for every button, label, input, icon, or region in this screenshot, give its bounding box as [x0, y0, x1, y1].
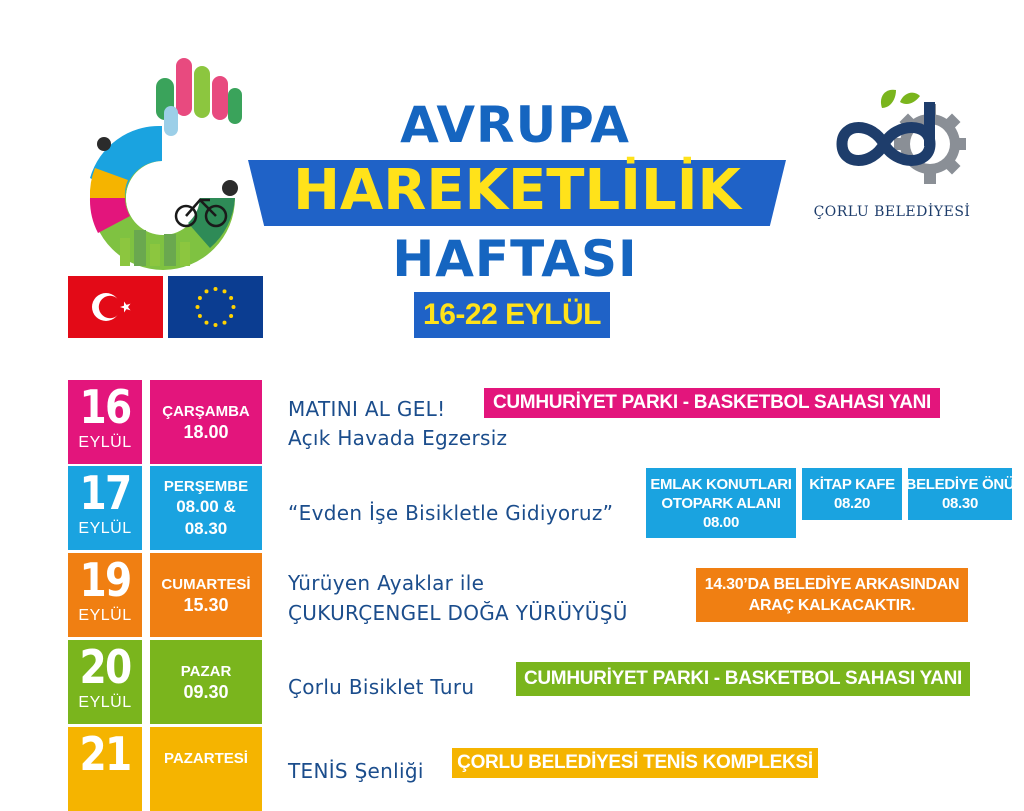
tag-line: BELEDİYE ÖNÜ: [905, 476, 1015, 493]
event-subtitle-16: Açık Havada Egzersiz: [288, 426, 508, 450]
location-tag-17-kitap-kafe: [802, 468, 902, 520]
time-box-20: [150, 640, 262, 724]
day-number: 21: [79, 727, 131, 781]
event-title-16: MATINI AL GEL!: [288, 397, 446, 421]
day-number: 16: [79, 380, 131, 434]
date-badge-label: 16-22 EYLÜL: [423, 298, 601, 331]
event-time: 18.00: [183, 421, 229, 442]
corlu-municipality-logo-icon: [812, 82, 972, 192]
tag-line: KİTAP KAFE: [809, 476, 895, 493]
day-month: EYLÜL: [78, 434, 132, 451]
tag-line: 14.30’DA BELEDİYE ARKASINDAN: [704, 576, 960, 593]
day-month: EYLÜL: [78, 520, 132, 537]
event-time: 08.00 & 08.30: [176, 496, 236, 538]
tag-line: OTOPARK ALANI: [661, 494, 781, 512]
tag-line: 08.20: [833, 495, 871, 512]
day-box-17: [68, 466, 142, 550]
time-box-19: [150, 553, 262, 637]
weekday: ÇARŞAMBA: [162, 402, 250, 420]
event-subtitle-19: ÇUKURÇENGEL DOĞA YÜRÜYÜŞÜ: [288, 601, 628, 625]
day-box-20: [68, 640, 142, 724]
location-tag-16: CUMHURİYET PARKI - BASKETBOL SAHASI YANI: [484, 388, 940, 418]
day-number: 20: [79, 640, 131, 694]
weekday: PAZARTESİ: [164, 750, 248, 767]
weekday: PAZAR: [180, 662, 232, 680]
tag-line: 08.00: [702, 513, 740, 531]
event-title-20: Çorlu Bisiklet Turu: [288, 675, 475, 699]
time-box-16: [150, 380, 262, 464]
location-tag-17-emlak: [646, 468, 796, 538]
day-box-16: [68, 380, 142, 464]
event-time: 15.30: [183, 594, 229, 615]
event-title-21: TENİS Şenliği: [288, 759, 424, 783]
title-line-1: AVRUPA: [400, 96, 630, 154]
weekday: CUMARTESİ: [161, 575, 251, 593]
location-tag-20: CUMHURİYET PARKI - BASKETBOL SAHASI YANI: [516, 662, 970, 696]
time-box-21: [150, 727, 262, 811]
day-number: 17: [79, 466, 131, 520]
tag-line: ARAÇ KALKACAKTIR.: [748, 597, 916, 614]
title-line-3: HAFTASI: [392, 230, 638, 288]
location-tag-17-belediye: [905, 468, 1015, 520]
day-month: EYLÜL: [78, 694, 132, 711]
weekday: PERŞEMBE: [163, 477, 249, 495]
turkey-flag-icon: [68, 276, 163, 338]
day-box-21: [68, 727, 142, 811]
day-box-19: [68, 553, 142, 637]
event-title-17: “Evden İşe Bisikletle Gidiyoruz”: [288, 501, 614, 525]
tag-line: 08.30: [941, 495, 979, 512]
eu-flag-icon: [168, 276, 263, 338]
day-month: EYLÜL: [78, 607, 132, 624]
title-line-2: HAREKETLİLİK: [293, 158, 741, 223]
event-time: 09.30: [183, 681, 229, 702]
european-mobility-week-emblem-icon: [60, 48, 265, 273]
municipality-name: ÇORLU BELEDİYESİ: [813, 204, 971, 220]
location-tag-19: [696, 568, 968, 622]
time-box-17: [150, 466, 262, 550]
tag-line: EMLAK KONUTLARI: [650, 475, 792, 493]
day-number: 19: [79, 553, 131, 607]
location-tag-21: ÇORLU BELEDİYESİ TENİS KOMPLEKSİ: [452, 748, 818, 778]
event-title-19: Yürüyen Ayaklar ile: [288, 571, 485, 595]
